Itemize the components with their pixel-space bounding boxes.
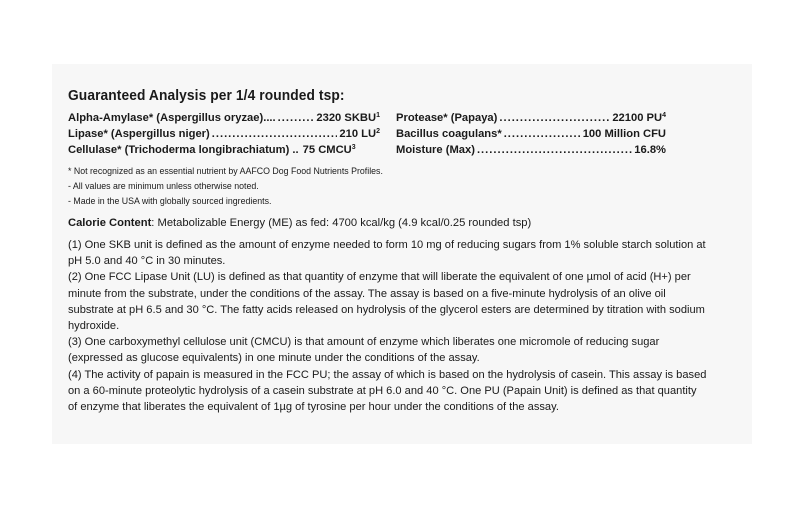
footnote-3: (3) One carboxymethyl cellulose unit (CMCU) is that amount of enzyme which liberates one micromole of reducing sugar (expressed as glucose equivalents) in one minute under the conditions of the assay. — [68, 336, 660, 365]
dot-leader — [212, 126, 338, 142]
nutrition-label — [68, 88, 708, 415]
dot-leader — [499, 110, 610, 126]
analysis-column-left — [68, 110, 380, 158]
calorie-label: Calorie Content — [68, 217, 152, 229]
dot-leader — [278, 110, 315, 126]
analysis-row-protease — [396, 110, 666, 126]
calorie-text: : Metabolizable Energy (ME) as fed: 4700 kcal/kg (4.9 kcal/0.25 rounded tsp) — [151, 217, 532, 229]
analysis-label: Moisture (Max) — [396, 144, 475, 156]
analysis-value: 210 $LU^2$ — [339, 128, 380, 140]
analysis-label: Bacillus coagulans* — [396, 128, 502, 140]
analysis-row-moisture — [396, 142, 666, 158]
analysis-value: 16.8% — [634, 144, 666, 156]
note-aafco: * Not recognized as an essential nutrient by AAFCO Dog Food Nutrients Profiles. — [68, 166, 383, 176]
analysis-title: Guaranteed Analysis per 1/4 rounded tsp: — [68, 88, 345, 104]
analysis-value: 2320 SKBU$^1$ — [316, 112, 380, 124]
analysis-column-right — [396, 110, 666, 158]
analysis-row-lipase — [68, 126, 380, 142]
guaranteed-analysis-table — [68, 110, 708, 158]
note-made-in-usa: - Made in the USA with globally sourced ingredients. — [68, 196, 272, 206]
notes — [68, 164, 708, 209]
analysis-row-alpha-amylase — [68, 110, 380, 126]
note-minimum-values: - All values are minimum unless otherwise noted. — [68, 181, 259, 191]
analysis-row-bacillus-coagulans — [396, 126, 666, 142]
dot-leader — [504, 126, 581, 142]
analysis-label: Cellulase* (Trichoderma longibrachiatum) .. — [68, 144, 299, 156]
footnote-4: (4) The activity of papain is measured in the FCC PU; the assay of which is based on the hydrolysis of casein. This assay is based on a 60-minute proteolytic hydrolysis of a casein substrate at pH 6.0 and 40 °C. One PU (Papain Unit) is defined as that quantity of enzyme that liberates the equivalent of 1µg of tyrosine per hour under the conditions of the assay. — [68, 368, 707, 414]
analysis-label: Lipase* (Aspergillus niger) — [68, 128, 210, 140]
footnotes — [68, 237, 708, 415]
analysis-value: 22100 $PU^4$ — [612, 112, 666, 124]
analysis-label: Alpha-Amylase* (Aspergillus oryzae).... — [68, 112, 276, 124]
calorie-content — [68, 216, 708, 231]
analysis-label: Protease* (Papaya) — [396, 112, 498, 124]
analysis-value: 100 Million CFU — [582, 128, 666, 140]
analysis-value: 75 CMCU$^3$ — [302, 144, 356, 156]
footnote-2: (2) One FCC Lipase Unit (LU) is defined as that quantity of enzyme that will liberate the equivalent of one µmol of acid (H+) per minute from the substrate, under the conditions of the assay. The assay is based on a five-minute hydrolysis of an olive oil substrate at pH 6.5 and 30 °C. The fatty acids released on hydrolysis of the glycerol esters are determined by titration with sodium hydroxide. — [68, 271, 705, 333]
footnote-1: (1) One SKB unit is defined as the amount of enzyme needed to form 10 mg of reducing sugars from 1% soluble starch solution at pH 5.0 and 40 °C in 30 minutes. — [68, 239, 706, 268]
analysis-row-cellulase — [68, 142, 380, 158]
dot-leader — [477, 142, 632, 158]
